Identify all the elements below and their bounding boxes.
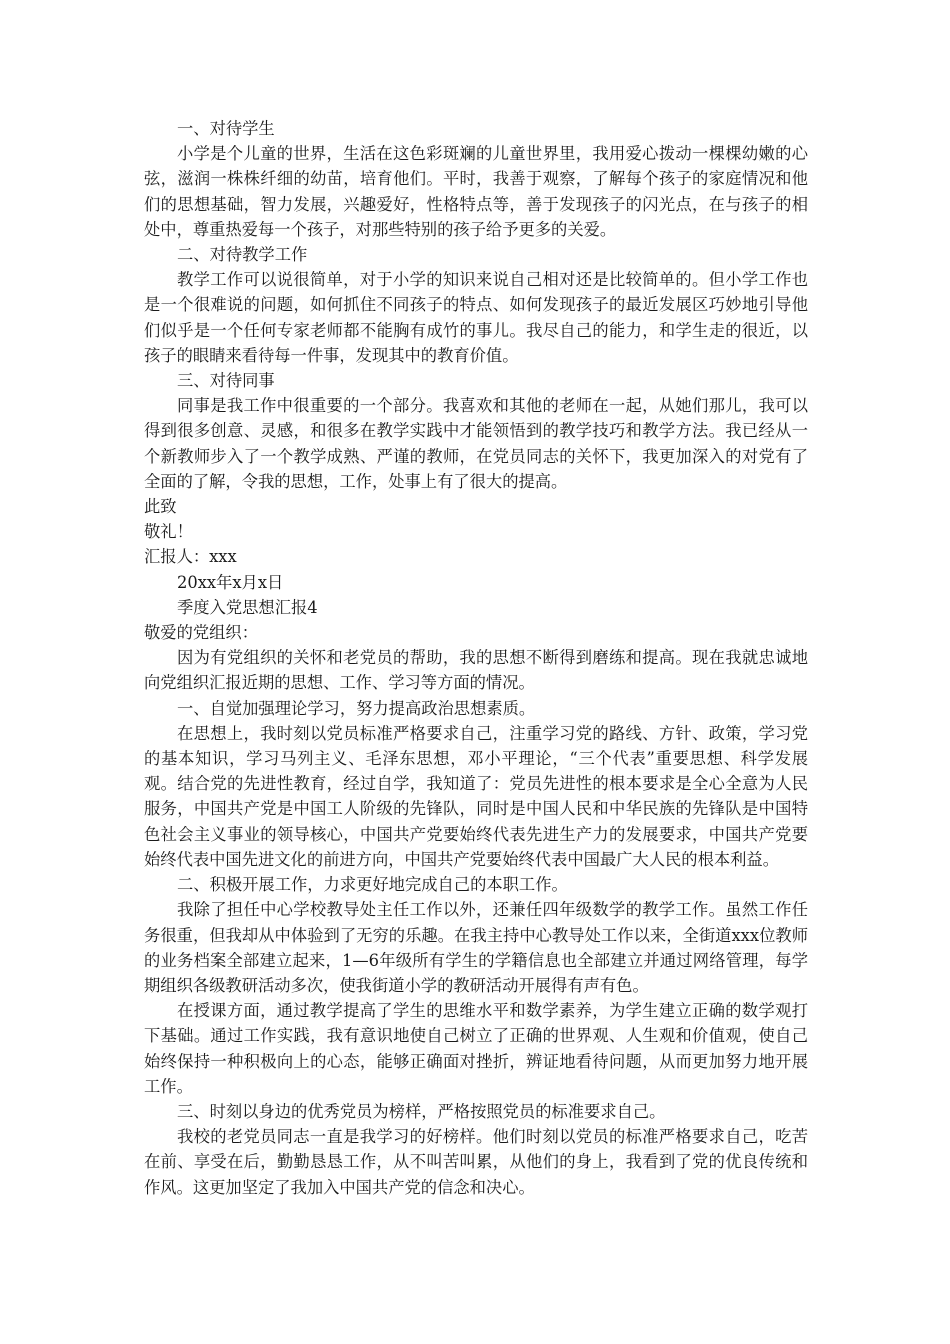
closing-line: 此致 — [144, 497, 177, 517]
reporter-line: 汇报人：xxx — [144, 547, 237, 567]
section-heading: 一、对待学生 — [177, 119, 275, 138]
greeting-line: 敬爱的党组织： — [144, 623, 258, 643]
section-heading: 一、自觉加强理论学习，努力提高政治思想素质。 — [177, 698, 536, 718]
body-paragraph: 在授课方面，通过教学提高了学生的思维水平和数学素养，为学生建立正确的数学观打下基础。通过工作实践，我有意识地使自己树立了正确的世界观、人生观和价值观，使自己始终保持一种积极向上的心态，能够正确面对挫折，辨证地看待问题，从而更加努力地开展工作。 — [144, 1001, 808, 1096]
body-paragraph: 我校的老党员同志一直是我学习的好榜样。他们时刻以党员的标准严格要求自己，吃苦在前、享受在后，勤勤恳恳工作，从不叫苦叫累，从他们的身上，我看到了党的优良传统和作风。这更加坚定了我加入中国共产党的信念和决心。 — [144, 1127, 808, 1197]
salutation-line: 敬礼！ — [144, 522, 193, 542]
date-line: 20xx年x月x日 — [177, 572, 284, 592]
section-heading: 二、对待教学工作 — [177, 245, 308, 265]
body-paragraph: 同事是我工作中很重要的一个部分。我喜欢和其他的老师在一起，从她们那儿，我可以得到很多创意、灵感，和很多在教学实践中才能领悟到的教学技巧和教学方法。我已经从一个新教师步入了一个教学成熟、严谨的教师，在党员同志的关怀下，我更加深入的对党有了全面的了解，令我的思想，工作，处事上有了很大的提高。 — [144, 396, 808, 491]
body-paragraph: 我除了担任中心学校教导处主任工作以外，还兼任四年级数学的教学工作。虽然工作任务很重，但我却从中体验到了无穷的乐趣。在我主持中心教导处工作以来，全街道xxx位教师的业务档案全部建立起来，1—6年级所有学生的学籍信息也全部建立并通过网络管理，每学期组织各级教研活动多次，使我街道小学的教研活动开展得有声有色。 — [144, 900, 808, 995]
report-title: 季度入党思想汇报4 — [177, 597, 318, 617]
section-heading: 三、对待同事 — [177, 371, 275, 391]
body-paragraph: 在思想上，我时刻以党员标准严格要求自己，注重学习党的路线、方针、政策，学习党的基本知识，学习马列主义、毛泽东思想，邓小平理论，“三个代表”重要思想、科学发展观。结合党的先进性教育，经过自学，我知道了：党员先进性的根本要求是全心全意为人民服务，中国共产党是中国工人阶级的先锋队，同时是中国人民和中华民族的先锋队是中国特色社会主义事业的领导核心，中国共产党要始终代表先进生产力的发展要求，中国共产党要始终代表中国先进文化的前进方向，中国共产党要始终代表中国最广大人民的根本利益。 — [144, 723, 808, 869]
section-heading: 二、积极开展工作，力求更好地完成自己的本职工作。 — [177, 875, 568, 895]
section-heading: 三、时刻以身边的优秀党员为榜样，严格按照党员的标准要求自己。 — [177, 1101, 666, 1121]
body-paragraph: 小学是个儿童的世界，生活在这色彩斑斓的儿童世界里，我用爱心拨动一棵棵幼嫩的心弦，滋润一株株纤细的幼苗，培育他们。平时，我善于观察，了解每个孩子的家庭情况和他们的思想基础，智力发展，兴趣爱好，性格特点等，善于发现孩子的闪光点，在与孩子的相处中，尊重热爱每一个孩子，对那些特别的孩子给予更多的关爱。 — [144, 144, 808, 239]
body-paragraph: 教学工作可以说很简单，对于小学的知识来说自己相对还是比较简单的。但小学工作也是一个很难说的问题，如何抓住不同孩子的特点、如何发现孩子的最近发展区巧妙地引导他们似乎是一个任何专家老师都不能胸有成竹的事儿。我尽自己的能力，和学生走的很近，以孩子的眼睛来看待每一件事，发现其中的教育价值。 — [144, 270, 808, 365]
body-paragraph: 因为有党组织的关怀和老党员的帮助，我的思想不断得到磨练和提高。现在我就忠诚地向党组织汇报近期的思想、工作、学习等方面的情况。 — [144, 648, 808, 693]
